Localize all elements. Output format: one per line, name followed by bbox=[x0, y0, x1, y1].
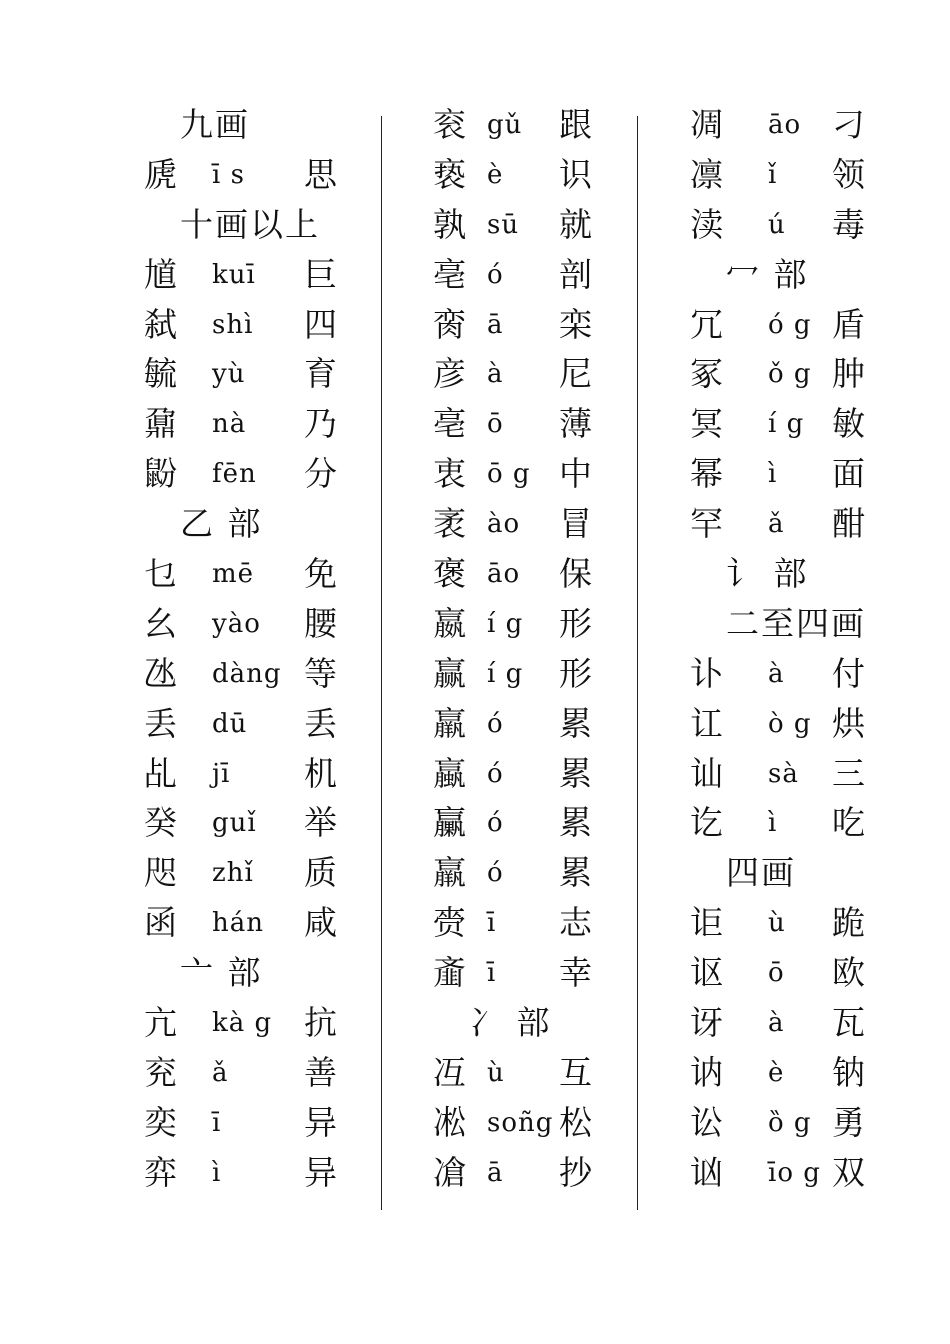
entry-homophone: 跪 bbox=[832, 903, 865, 943]
entry-pinyin: kà g bbox=[212, 1008, 273, 1039]
entry-homophone: 双 bbox=[832, 1152, 865, 1192]
entry-homophone: 吃 bbox=[832, 803, 865, 843]
entry-pinyin: ó bbox=[487, 758, 504, 789]
entry-character: 赍 bbox=[433, 903, 466, 943]
entry-homophone: 幸 bbox=[559, 953, 592, 993]
section-header-text: 四画 bbox=[726, 853, 796, 893]
entry-pinyin: ì bbox=[212, 1157, 222, 1188]
entry-character: 讶 bbox=[690, 1003, 723, 1043]
entry-pinyin: guǐ bbox=[212, 808, 257, 839]
entry-homophone: 形 bbox=[559, 653, 592, 693]
entry-character: 讷 bbox=[690, 1052, 723, 1092]
section-header-text: 讠 部 bbox=[726, 554, 809, 594]
entry-character: 馗 bbox=[144, 254, 177, 294]
section-header-text: 乙 部 bbox=[180, 504, 263, 544]
section-header-text: 九画 bbox=[180, 105, 250, 144]
entry-pinyin: yào bbox=[212, 608, 261, 639]
entry-character: 幺 bbox=[144, 603, 177, 643]
entry-homophone: 腰 bbox=[304, 603, 337, 643]
section-header-text: 亠 部 bbox=[180, 953, 263, 993]
entry-character: 嬴 bbox=[433, 603, 466, 643]
entry-pinyin: ā bbox=[487, 309, 504, 340]
entry-character: 亳 bbox=[433, 404, 466, 444]
entry-pinyin: ò g bbox=[768, 708, 812, 739]
entry-homophone: 抗 bbox=[304, 1003, 337, 1043]
entry-character: 凔 bbox=[433, 1152, 466, 1192]
entry-homophone: 累 bbox=[559, 853, 592, 893]
entry-pinyin: sà bbox=[768, 758, 799, 789]
entry-character: 讫 bbox=[690, 803, 723, 843]
entry-pinyin: fēn bbox=[212, 459, 257, 490]
entry-homophone: 形 bbox=[559, 603, 592, 643]
entry-homophone: 志 bbox=[559, 903, 592, 943]
entry-homophone: 领 bbox=[832, 154, 865, 194]
entry-character: 函 bbox=[144, 903, 177, 943]
entry-homophone: 举 bbox=[304, 803, 337, 843]
entry-character: 凇 bbox=[433, 1102, 466, 1142]
entry-homophone: 刁 bbox=[832, 105, 865, 144]
entry-pinyin: ī bbox=[212, 1107, 222, 1138]
entry-homophone: 四 bbox=[304, 304, 337, 344]
entry-homophone: 异 bbox=[304, 1102, 337, 1142]
entry-homophone: 累 bbox=[559, 753, 592, 793]
entry-pinyin: ì bbox=[768, 808, 778, 839]
entry-homophone: 分 bbox=[304, 454, 337, 494]
entry-character: 孰 bbox=[433, 204, 466, 244]
entry-pinyin: yù bbox=[212, 359, 246, 390]
entry-character: 兖 bbox=[144, 1052, 177, 1092]
entry-pinyin: í g bbox=[487, 608, 524, 639]
entry-homophone: 识 bbox=[559, 154, 592, 194]
entry-pinyin: hán bbox=[212, 908, 264, 939]
entry-pinyin: soñg bbox=[487, 1107, 554, 1138]
entry-character: 讻 bbox=[690, 1152, 723, 1192]
section-header-text: 冫 部 bbox=[469, 1003, 552, 1043]
entry-homophone: 累 bbox=[559, 703, 592, 743]
entry-pinyin: ó bbox=[487, 808, 504, 839]
entry-homophone: 面 bbox=[832, 454, 865, 494]
entry-homophone: 剖 bbox=[559, 254, 592, 294]
section-header-text: 冖 部 bbox=[726, 254, 809, 294]
entry-pinyin: dàng bbox=[212, 658, 282, 689]
entry-character: 渎 bbox=[690, 204, 723, 244]
entry-character: 讵 bbox=[690, 903, 723, 943]
entry-pinyin: ǒ g bbox=[768, 359, 812, 390]
entry-pinyin: ī s bbox=[212, 159, 245, 190]
entry-pinyin: ā bbox=[487, 1157, 504, 1188]
entry-homophone: 薄 bbox=[559, 404, 592, 444]
entry-character: 袤 bbox=[433, 504, 466, 544]
entry-homophone: 巨 bbox=[304, 254, 337, 294]
entry-homophone: 尼 bbox=[559, 354, 592, 394]
entry-homophone: 抄 bbox=[559, 1152, 592, 1192]
entry-pinyin: í g bbox=[487, 658, 524, 689]
entry-pinyin: ǎ bbox=[768, 509, 785, 540]
entry-homophone: 烘 bbox=[832, 703, 865, 743]
entry-homophone: 跟 bbox=[559, 105, 592, 144]
entry-pinyin: ì bbox=[768, 459, 778, 490]
entry-character: 罕 bbox=[690, 504, 723, 544]
entry-pinyin: è bbox=[768, 1057, 785, 1088]
entry-pinyin: í g bbox=[768, 409, 805, 440]
entry-pinyin: jī bbox=[212, 758, 231, 789]
entry-pinyin: dū bbox=[212, 708, 248, 739]
entry-character: 讧 bbox=[690, 703, 723, 743]
entry-homophone: 机 bbox=[304, 753, 337, 793]
entry-character: 蠃 bbox=[433, 753, 466, 793]
column-divider-right bbox=[637, 116, 638, 1210]
entry-character: 亢 bbox=[144, 1003, 177, 1043]
entry-character: 幂 bbox=[690, 454, 723, 494]
entry-pinyin: ù bbox=[487, 1057, 505, 1088]
entry-pinyin: ó g bbox=[768, 309, 812, 340]
entry-character: 奕 bbox=[144, 1102, 177, 1142]
entry-homophone: 三 bbox=[832, 753, 865, 793]
entry-character: 亵 bbox=[433, 154, 466, 194]
entry-homophone: 就 bbox=[559, 204, 592, 244]
entry-homophone: 乃 bbox=[304, 404, 337, 444]
entry-character: 弈 bbox=[144, 1152, 177, 1192]
entry-homophone: 累 bbox=[559, 803, 592, 843]
entry-character: 讴 bbox=[690, 953, 723, 993]
entry-pinyin: nà bbox=[212, 409, 247, 440]
entry-character: 羸 bbox=[433, 703, 466, 743]
entry-pinyin: kuī bbox=[212, 259, 256, 290]
entry-pinyin: ī bbox=[487, 908, 497, 939]
entry-homophone: 肿 bbox=[832, 354, 865, 394]
entry-homophone: 瓦 bbox=[832, 1003, 865, 1043]
entry-pinyin: ó bbox=[487, 259, 504, 290]
entry-character: 鼐 bbox=[144, 404, 177, 444]
entry-character: 鼢 bbox=[144, 454, 177, 494]
entry-homophone: 钠 bbox=[832, 1052, 865, 1092]
entry-homophone: 异 bbox=[304, 1152, 337, 1192]
entry-pinyin: sū bbox=[487, 209, 520, 240]
entry-character: 彦 bbox=[433, 354, 466, 394]
entry-character: 褒 bbox=[433, 554, 466, 594]
entry-pinyin: āo bbox=[768, 110, 802, 140]
entry-homophone: 勇 bbox=[832, 1102, 865, 1142]
entry-pinyin: à bbox=[487, 359, 504, 390]
entry-homophone: 等 bbox=[304, 653, 337, 693]
column-divider-left bbox=[381, 116, 382, 1210]
entry-pinyin: āo bbox=[487, 559, 521, 590]
entry-pinyin: ǎ bbox=[212, 1057, 229, 1088]
entry-pinyin: gǔ bbox=[487, 110, 523, 140]
entry-pinyin: à bbox=[768, 658, 785, 689]
entry-character: 乩 bbox=[144, 753, 177, 793]
entry-homophone: 盾 bbox=[832, 304, 865, 344]
entry-pinyin: mē bbox=[212, 559, 255, 590]
entry-pinyin: ú bbox=[768, 209, 786, 240]
section-header-text: 二至四画 bbox=[726, 603, 866, 643]
entry-homophone: 毒 bbox=[832, 204, 865, 244]
entry-character: 衮 bbox=[433, 105, 466, 144]
entry-pinyin: ō bbox=[768, 958, 785, 989]
entry-character: 讣 bbox=[690, 653, 723, 693]
entry-character: 凋 bbox=[690, 105, 723, 144]
entry-homophone: 育 bbox=[304, 354, 337, 394]
entry-character: 乜 bbox=[144, 554, 177, 594]
entry-homophone: 咸 bbox=[304, 903, 337, 943]
entry-homophone: 思 bbox=[304, 154, 337, 194]
entry-pinyin: ī bbox=[487, 958, 497, 989]
entry-homophone: 松 bbox=[559, 1102, 592, 1142]
entry-homophone: 丢 bbox=[304, 703, 337, 743]
entry-character: 凛 bbox=[690, 154, 723, 194]
entry-character: 亳 bbox=[433, 254, 466, 294]
entry-homophone: 酣 bbox=[832, 504, 865, 544]
entry-character: 臝 bbox=[433, 803, 466, 843]
entry-pinyin: ō bbox=[487, 409, 504, 440]
entry-character: 氹 bbox=[144, 653, 177, 693]
entry-pinyin: ó bbox=[487, 858, 504, 889]
entry-homophone: 免 bbox=[304, 554, 337, 594]
entry-pinyin: è bbox=[487, 159, 504, 190]
entry-pinyin: ō g bbox=[487, 459, 531, 490]
entry-homophone: 互 bbox=[559, 1052, 592, 1092]
entry-character: 羸 bbox=[433, 853, 466, 893]
entry-character: 讪 bbox=[690, 753, 723, 793]
entry-pinyin: ȍ g bbox=[768, 1107, 812, 1138]
entry-character: 毓 bbox=[144, 354, 177, 394]
entry-pinyin: ǐ bbox=[768, 159, 778, 190]
entry-homophone: 栾 bbox=[559, 304, 592, 344]
entry-character: 虒 bbox=[144, 154, 177, 194]
entry-character: 冗 bbox=[690, 304, 723, 344]
entry-homophone: 敏 bbox=[832, 404, 865, 444]
entry-pinyin: zhǐ bbox=[212, 858, 254, 889]
entry-homophone: 中 bbox=[559, 454, 592, 494]
entry-character: 冢 bbox=[690, 354, 723, 394]
entry-homophone: 保 bbox=[559, 554, 592, 594]
entry-character: 衷 bbox=[433, 454, 466, 494]
entry-character: 齑 bbox=[433, 953, 466, 993]
entry-character: 冥 bbox=[690, 404, 723, 444]
entry-pinyin: ó bbox=[487, 708, 504, 739]
entry-pinyin: shì bbox=[212, 309, 254, 340]
entry-character: 咫 bbox=[144, 853, 177, 893]
entry-pinyin: à bbox=[768, 1008, 785, 1039]
entry-homophone: 欧 bbox=[832, 953, 865, 993]
entry-character: 弑 bbox=[144, 304, 177, 344]
entry-homophone: 付 bbox=[832, 653, 865, 693]
entry-homophone: 质 bbox=[304, 853, 337, 893]
section-header-text: 十画以上 bbox=[180, 204, 320, 244]
entry-pinyin: ào bbox=[487, 509, 521, 540]
entry-character: 讼 bbox=[690, 1102, 723, 1142]
entry-character: 丢 bbox=[144, 703, 177, 743]
entry-homophone: 冒 bbox=[559, 504, 592, 544]
entry-character: 赢 bbox=[433, 653, 466, 693]
entry-pinyin: ù bbox=[768, 908, 786, 939]
entry-pinyin: īo g bbox=[768, 1157, 821, 1188]
entry-character: 脔 bbox=[433, 304, 466, 344]
entry-character: 冱 bbox=[433, 1052, 466, 1092]
entry-character: 癸 bbox=[144, 803, 177, 843]
entry-homophone: 善 bbox=[304, 1052, 337, 1092]
